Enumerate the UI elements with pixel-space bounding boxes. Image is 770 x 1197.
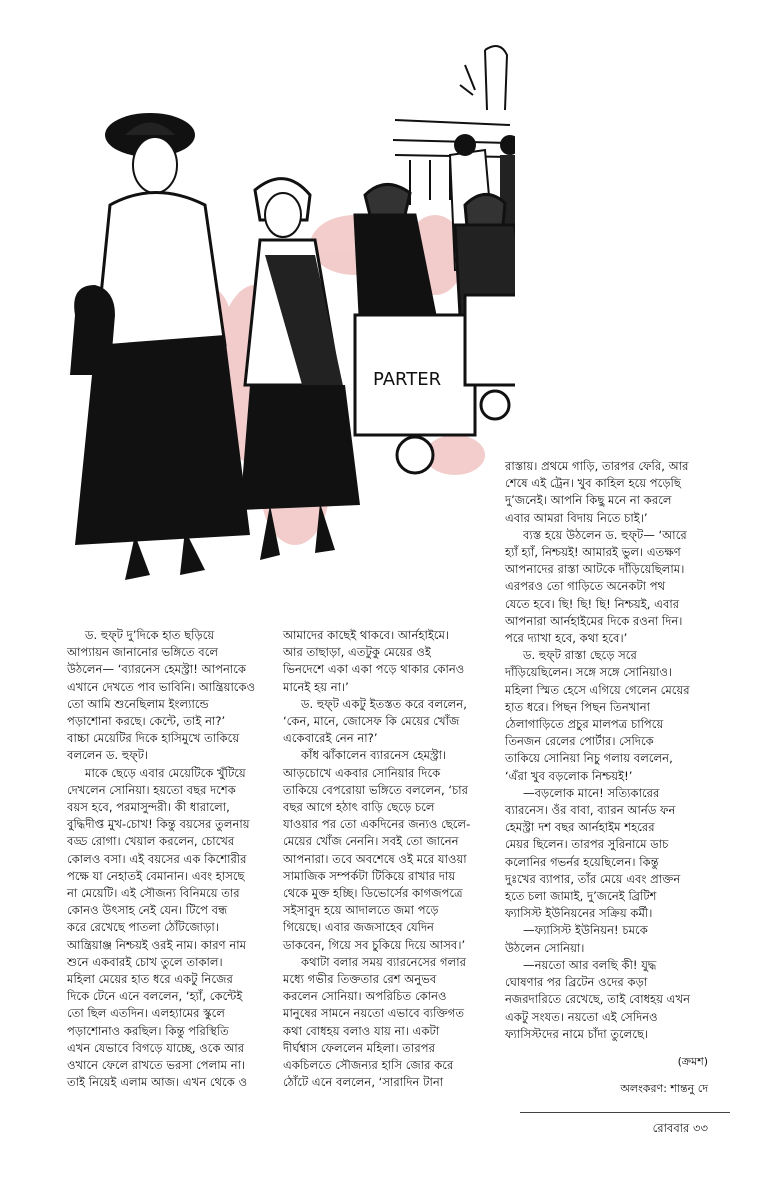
body-line: কথা বোধহয় বলাও যায় না। একটা bbox=[283, 1023, 440, 1038]
body-line: দেখলেন সোনিয়া। হয়তো বছর দশেক bbox=[67, 782, 236, 797]
body-line: পক্ষে যা নেহাতই বেমানান। এবং হাসছে bbox=[67, 868, 245, 883]
body-line: মেয়র ছিলেন। তারপর সুরিনামে ডাচ bbox=[505, 837, 669, 852]
body-line: —ফ্যাসিস্ট ইউনিয়ন! চমকে bbox=[523, 923, 648, 938]
body-line: কাঁধ ঝাঁকালেন ব্যারনেস হেমস্ট্রা। bbox=[301, 748, 447, 763]
body-line: ফ্যাসিস্টদের নামে চাঁদা তুলেছে। bbox=[505, 1026, 649, 1041]
body-line: আর তাছাড়া, এতটুকু মেয়ের ওই bbox=[283, 645, 431, 660]
story-illustration bbox=[55, 15, 515, 615]
body-line: ফ্যাসিস্ট ইউনিয়নের সক্রিয় কর্মী। bbox=[505, 906, 653, 921]
body-line: ওখানে ফেলে রাখতে ভরসা পেলাম না। bbox=[67, 1058, 246, 1073]
body-line: কোলও বসা। এই বয়সের এক কিশোরীর bbox=[67, 851, 247, 866]
body-line: দাঁড়িয়েছিলেন। সঙ্গে সঙ্গে সোনিয়াও। bbox=[505, 665, 673, 680]
body-line: একচিলতে সৌজন্যর হাসি জোর করে bbox=[283, 1058, 454, 1073]
body-line: —বড়লোক মানে! সত্যিকারের bbox=[523, 785, 660, 800]
body-line: তিনজন রেলের পোর্টার। সেদিকে bbox=[505, 734, 654, 749]
body-line: পরে দ্যাখা হবে, কথা হবে।’ bbox=[505, 631, 628, 646]
body-line: ড. হুফ্‌ট দু’দিকে হাত ছড়িয়ে bbox=[85, 628, 215, 642]
body-line: একেবারেই নেন না?’ bbox=[283, 731, 378, 746]
body-line: ব্যস্ত হয়ে উঠলেন ড. হুফ্‌ট— ‘আরে bbox=[523, 527, 687, 542]
body-line: পড়াশোনাও করছিল। কিন্তু পরিস্থিতি bbox=[67, 1023, 229, 1038]
body-line: করে রেখেছে পাতলা ঠোঁটজোড়া। bbox=[67, 920, 219, 935]
body-line: তো ছিল এতদিন। এলহ্যামের স্কুলে bbox=[67, 1006, 225, 1021]
body-line: তাকিয়ে সোনিয়া নিচু গলায় বললেন, bbox=[505, 751, 673, 766]
illustration-credit bbox=[620, 1080, 708, 1099]
body-line: আপ্যায়ন জানানোর ভঙ্গিতে বলে bbox=[67, 645, 219, 660]
body-line: রাস্তায়। প্রথমে গাড়ি, তারপর ফেরি, আর bbox=[505, 459, 689, 473]
body-line: করলেন সোনিয়া। অপরিচিত কোনও bbox=[283, 989, 447, 1004]
body-line: কোনও উৎসাহ নেই যেন। টিপে বন্ধ bbox=[67, 903, 228, 918]
body-line: যেতে হবে। ছি! ছি! ছি! নিশ্চয়ই, এবার bbox=[505, 596, 680, 611]
credit-artist: শান্তনু দে bbox=[670, 1082, 708, 1095]
cart-sign: PARTER bbox=[373, 369, 442, 390]
body-line: ব্যারনেস। ওঁর বাবা, ব্যারন আর্নড ফন bbox=[505, 803, 676, 818]
body-line: এরপরও তো গাড়িতে অনেকটা পথ bbox=[505, 579, 666, 594]
continued-marker: (ক্রমশ) bbox=[677, 1055, 708, 1068]
body-line: একটু সংযত। নয়তো এই সেদিনও bbox=[505, 1009, 658, 1024]
body-line: সইসাবুদ হয়ে আদালতে জমা পড়ে bbox=[283, 903, 439, 918]
body-line: গিয়েছে। এবার জজসাহেব যেদিন bbox=[283, 920, 434, 935]
body-line: —নয়তো আর বলছি কী! যুদ্ধ bbox=[523, 957, 657, 972]
article-column-1 bbox=[67, 627, 267, 1091]
body-line: দুঃখের ব্যাপার, তাঁর মেয়ে এবং প্রাক্তন bbox=[505, 871, 681, 886]
body-line: বললেন ড. হুফ্‌ট। bbox=[67, 748, 149, 763]
body-line: বুদ্ধিদীপ্ত মুখ-চোখ! কিন্তু বয়সের তুলনায় bbox=[67, 817, 250, 832]
body-line: মহিলা মেয়ের হাত ধরে একটু নিজের bbox=[67, 972, 233, 987]
woman-figure bbox=[70, 113, 250, 580]
body-line: ঠোঁটে এনে বললেন, ‘সারাদিন টানা bbox=[283, 1075, 444, 1090]
body-line: উঠলেন সোনিয়া। bbox=[505, 940, 585, 955]
body-line: কলোনির গভর্নর হয়েছিলেন। কিন্তু bbox=[505, 854, 659, 869]
body-line: যাওয়ার পর তো একদিনের জন্যও ছেলে- bbox=[283, 817, 471, 832]
body-line: ঘোষণার পর ব্রিটেন ওদের কড়া bbox=[505, 975, 648, 990]
page-folio: রোববার ৩৩ bbox=[652, 1121, 708, 1135]
body-line: আপনাদের রাস্তা আটকে দাঁড়িয়েছিলাম। bbox=[505, 562, 685, 577]
body-line: সামাজিক সম্পর্কটা টিকিয়ে রাখার দায় bbox=[283, 868, 456, 883]
body-line: ভিনদেশে একা একা পড়ে থাকার কোনও bbox=[283, 662, 465, 677]
body-line: হতে চলা জামাই, দু’জনেই ব্রিটিশ bbox=[505, 889, 657, 904]
body-line: আন্ত্রিয়াঞ্জ নিশ্চয়ই ওরই নাম। কারণ নাম bbox=[67, 937, 247, 952]
body-line: আড়চোখে একবার সোনিয়ার দিকে bbox=[283, 765, 441, 780]
body-line: এখন যেভাবে বিগড়ে যাচ্ছে, ওকে আর bbox=[67, 1040, 245, 1055]
body-line: দু’জনেই। আপনি কিছু মনে না করলে bbox=[505, 493, 672, 508]
body-line: হাত ধরে। পিছন পিছন তিনখানা bbox=[505, 699, 651, 714]
body-line: হেমস্ট্রা দশ বছর আর্নহাইম শহরের bbox=[505, 820, 655, 835]
body-line: দিকে টেনে এনে বললেন, ‘হ্যাঁ, কেন্টেই bbox=[67, 989, 243, 1004]
body-line: নজরদারিতে রেখেছে, তাই বোধহয় এখন bbox=[505, 992, 691, 1007]
body-line: মানেই হয় না।’ bbox=[283, 679, 349, 694]
body-line: কথাটা বলার সময় ব্যারনেসের গলার bbox=[301, 954, 466, 969]
body-line: এখানে দেখতে পাব ভাবিনি। আন্ত্রিয়াকেও bbox=[67, 679, 256, 694]
body-line: তাই নিয়েই এলাম আজ। এখন থেকে ও bbox=[67, 1075, 248, 1090]
body-line: তো আমি শুনেছিলাম ইংল্যান্ডে bbox=[67, 696, 209, 711]
body-line: ড. হুফ্‌ট রাস্তা ছেড়ে সরে bbox=[523, 648, 637, 663]
body-line: আমাদের কাছেই থাকবে। আর্নহাইমে। bbox=[283, 628, 450, 642]
body-line: ঠেলাগাড়িতে প্রচুর মালপত্র চাপিয়ে bbox=[505, 717, 664, 732]
body-line: মহিলা স্মিত হেসে এগিয়ে গেলেন মেয়ের bbox=[505, 682, 690, 697]
body-line: তাকিয়ে বেপরোয়া ভঙ্গিতে বললেন, ‘চার bbox=[283, 782, 469, 797]
body-line: মাকে ছেড়ে এবার মেয়েটিকে খুঁটিয়ে bbox=[85, 765, 246, 780]
body-line: বাচ্চা মেয়েটির দিকে হাসিমুখে তাকিয়ে bbox=[67, 731, 240, 746]
body-line: বয়স হবে, পরমাসুন্দরী। কী ধারালো, bbox=[67, 800, 230, 815]
credit-label: অলংকরণ: bbox=[620, 1082, 667, 1095]
body-line: বড্ড রোগা। খেয়াল করলেন, চোখের bbox=[67, 834, 235, 849]
body-line: মেয়ের খোঁজ নেননি। সবই তো জানেন bbox=[283, 834, 459, 849]
article-column-2 bbox=[283, 627, 483, 1091]
body-line: বছর আগে হঠাৎ বাড়ি ছেড়ে চলে bbox=[283, 800, 435, 815]
body-line: আপনারা। তবে অবশেষে ওই মরে যাওয়া bbox=[283, 851, 467, 866]
body-line: পড়াশোনা করছে। কেন্টে, তাই না?’ bbox=[67, 714, 226, 729]
body-line: এবার আমরা বিদায় নিতে চাই।’ bbox=[505, 510, 648, 525]
article-column-3 bbox=[505, 458, 735, 1043]
body-line: শুনে একবারই চোখ তুলে তাকাল। bbox=[67, 954, 223, 969]
body-line: ড. হুফ্‌ট একটু ইতস্তত করে বললেন, bbox=[301, 696, 467, 711]
body-line: শেষে এই ট্রেন। খুব কাহিল হয়ে পড়েছি bbox=[505, 476, 681, 491]
body-line: ‘এঁরা খুব বড়লোক নিশ্চয়ই!’ bbox=[505, 768, 633, 783]
body-line: হ্যাঁ হ্যাঁ, নিশ্চয়ই! আমারই ভুল। এতক্ষণ bbox=[505, 545, 681, 560]
body-line: আপনারা আর্নহাইমের দিকে রওনা দিন। bbox=[505, 613, 683, 628]
body-line: মানুষের সামনে নয়তো এভাবে ব্যক্তিগত bbox=[283, 1006, 465, 1021]
footer-divider bbox=[520, 1112, 730, 1113]
body-line: মধ্যে গভীর তিক্ততার রেশ অনুভব bbox=[283, 972, 437, 987]
body-line: না মেয়েটি। এই সৌজন্য বিনিময়ে তার bbox=[67, 886, 240, 901]
body-line: ডাকবেন, গিয়ে সব চুকিয়ে দিয়ে আসব।’ bbox=[283, 937, 466, 952]
body-line: ‘কেন, মানে, জোসেফ কি মেয়ের খোঁজ bbox=[283, 714, 460, 729]
body-line: উঠলেন— ‘ব্যারনেস হেমস্ট্রা! আপনাকে bbox=[67, 662, 247, 677]
body-line: থেকে মুক্ত হচ্ছি। ডিভোর্সের কাগজপত্রে bbox=[283, 886, 463, 901]
body-line: দীর্ঘশ্বাস ফেললেন মহিলা। তারপর bbox=[283, 1040, 435, 1055]
